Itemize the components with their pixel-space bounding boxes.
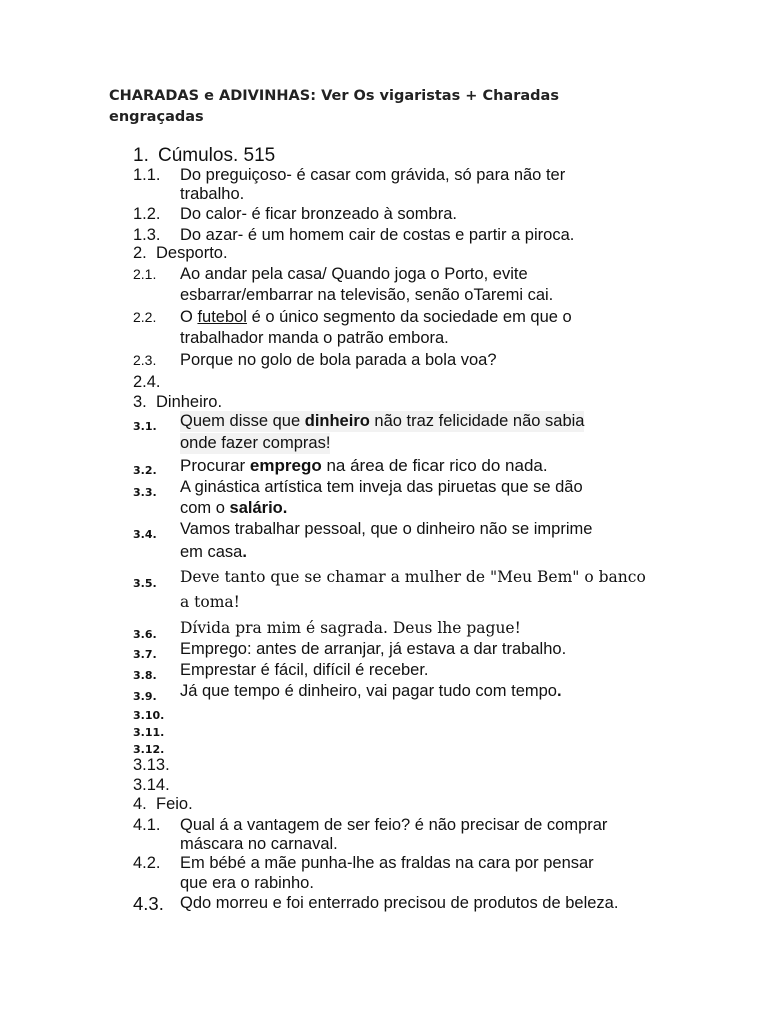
section-heading: Dinheiro.	[156, 393, 223, 411]
item-text: Em bébé a mãe punha-lhe as fraldas na cara por pensar	[180, 854, 594, 872]
item-text: a toma!	[180, 593, 240, 611]
item-text: Do calor- é ficar bronzeado à sombra.	[180, 205, 457, 223]
item-number: 3.10.	[133, 709, 165, 722]
item-text: Do preguiçoso- é casar com grávida, só para não ter	[180, 166, 566, 184]
item-text: máscara no carnaval.	[180, 835, 338, 853]
item-text: Qdo morreu e foi enterrado precisou de produtos de beleza.	[180, 894, 619, 912]
item-number: 3.3.	[133, 486, 157, 499]
futebol-link[interactable]: futebol	[197, 308, 247, 326]
item-text: onde fazer compras!	[180, 434, 331, 452]
item-text-post: é o único segmento da sociedade em que o	[246, 308, 572, 326]
item-number: 1.1.	[133, 166, 161, 184]
item-number: 3.9.	[133, 690, 157, 703]
item-number: 3.7.	[133, 648, 157, 661]
item-number: 3.13.	[133, 756, 170, 774]
item-text: Porque no golo de bola parada a bola voa?	[180, 351, 497, 369]
document-title: CHARADAS e ADIVINHAS: Ver Os vigaristas + Charadas engraçadas	[109, 88, 559, 125]
item-text-bold: dinheiro	[304, 412, 370, 430]
item-text-pre: Já que tempo é dinheiro, vai pagar tudo com tempo	[180, 682, 557, 700]
item-text-bold: emprego	[249, 456, 322, 475]
item-text: trabalho.	[180, 185, 245, 203]
item-number: 2.	[133, 244, 147, 262]
item-text-pre: em casa	[180, 543, 243, 561]
item-text-pre: Procurar	[180, 456, 250, 475]
item-number: 3.12.	[133, 743, 165, 756]
item-text	[180, 542, 650, 563]
item-text-pre: O	[180, 308, 193, 326]
item-text-pre: Quem disse que	[180, 412, 305, 430]
item-text: A ginástica artística tem inveja das piruetas que se dão	[180, 478, 583, 496]
item-number: 3.8.	[133, 669, 157, 682]
item-text-post: na área de ficar rico do nada.	[321, 456, 548, 475]
item-number: 3.1.	[133, 420, 157, 433]
section-heading: Feio.	[156, 795, 193, 813]
item-text: Deve tanto que se chamar a mulher de "Meu Bem" o banco	[180, 568, 646, 586]
item-text	[180, 498, 650, 519]
item-number: 3.2.	[133, 464, 157, 477]
item-text: esbarrar/embarrar na televisão, senão oTaremi cai.	[180, 286, 554, 304]
item-text-post: não traz felicidade não sabia	[369, 412, 585, 430]
item-number: 3.5.	[133, 577, 157, 590]
section-heading: Cúmulos. 515	[158, 145, 276, 166]
item-number: 2.4.	[133, 373, 161, 391]
item-number: 4.3.	[133, 893, 164, 914]
item-text	[180, 455, 650, 476]
item-text: Vamos trabalhar pessoal, que o dinheiro não se imprime	[180, 520, 593, 538]
item-text-bold: salário.	[229, 499, 288, 517]
item-text-pre: com o	[180, 499, 230, 517]
item-text: Dívida pra mim é sagrada. Deus lhe pague!	[180, 619, 521, 637]
item-number: 4.2.	[133, 854, 161, 872]
item-number: 2.1.	[133, 266, 157, 282]
item-number: 1.3.	[133, 226, 161, 244]
item-number: 4.1.	[133, 816, 161, 834]
item-number: 3.11.	[133, 726, 165, 739]
item-number: 1.	[133, 145, 149, 166]
item-text: Emprego: antes de arranjar, já estava a dar trabalho.	[180, 640, 567, 658]
item-number: 2.2.	[133, 309, 157, 325]
item-text: trabalhador manda o patrão embora.	[180, 329, 449, 347]
item-number: 3.4.	[133, 528, 157, 541]
item-text	[180, 307, 650, 328]
item-number: 4.	[133, 795, 147, 813]
item-number: 2.3.	[133, 352, 157, 368]
item-number: 3.6.	[133, 628, 157, 641]
item-number: 3.	[133, 393, 147, 411]
item-number: 3.14.	[133, 776, 170, 794]
item-text: que era o rabinho.	[180, 874, 314, 892]
item-text	[180, 411, 584, 432]
item-text: Emprestar é fácil, difícil é receber.	[180, 661, 429, 679]
item-text	[180, 681, 650, 702]
item-text: Do azar- é um homem cair de costas e partir a piroca.	[180, 226, 575, 244]
item-text-bold: .	[242, 543, 247, 561]
item-text-bold: .	[556, 682, 562, 700]
item-text: Ao andar pela casa/ Quando joga o Porto, evite	[180, 265, 528, 283]
item-text: Qual á a vantagem de ser feio? é não precisar de comprar	[180, 816, 608, 834]
item-number: 1.2.	[133, 205, 161, 223]
section-heading: Desporto.	[156, 244, 228, 262]
